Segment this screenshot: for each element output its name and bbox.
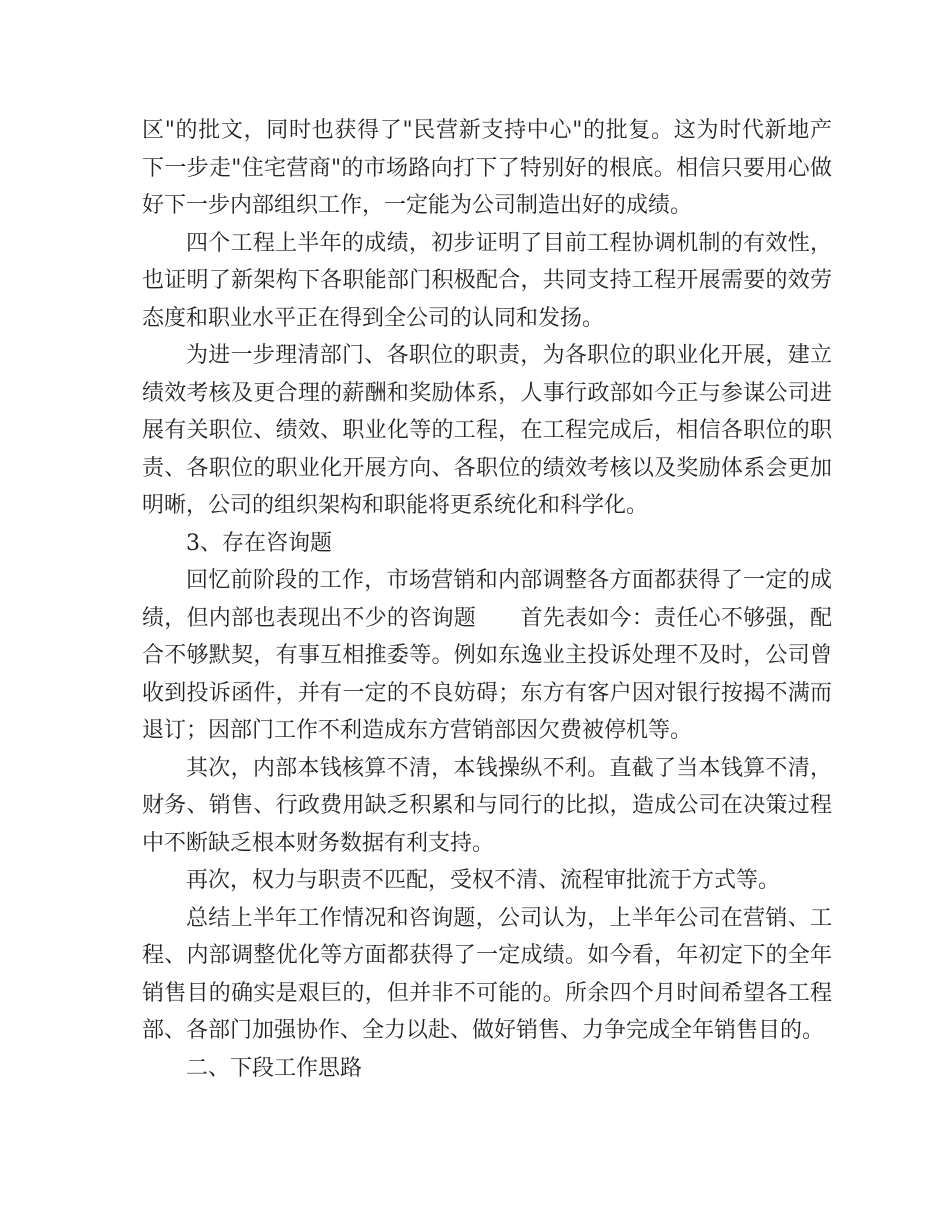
paragraph-summary: 总结上半年工作情况和咨询题，公司认为，上半年公司在营销、工程、内部调整优化等方面都获得了一定成绩。如今看，年初定下的全年销售目的确实是艰巨的，但并非不可能的。所余四个月时间希望各工程部、各部门加强协作、全力以赴、做好销售、力争完成全年销售目的。: [142, 905, 832, 1043]
paragraph-review-problems: 回忆前阶段的工作，市场营销和内部调整各方面都获得了一定的成绩，但内部也表现出不少的咨询题 首先表如今：责任心不够强，配合不够默契，有事互相推委等。例如东逸业主投诉处理不及时，公司曾收到投诉函件，并有一定的不良妨碍；东方有客户因对银行按揭不满而退订；因部门工作不利造成东方营销部因欠费被停机等。: [142, 568, 832, 743]
paragraph-cost-accounting: 其次，内部本钱核算不清，本钱操纵不利。直截了当本钱算不清，财务、销售、行政费用缺乏积累和与同行的比拟，造成公司在决策过程中不断缺乏根本财务数据有利支持。: [142, 755, 832, 856]
section-heading-next-steps: 二、下段工作思路: [186, 1055, 363, 1081]
paragraph-authority: 再次，权力与职责不匹配，受权不清、流程审批流于方式等。: [186, 868, 781, 893]
paragraph-project-results: 四个工程上半年的成绩，初步证明了目前工程协调机制的有效性，也证明了新架构下各职能部门积极配合，共同支持工程开展需要的效劳态度和职业水平正在得到全公司的认同和发扬。: [142, 230, 832, 331]
paragraph-continuation: 区"的批文，同时也获得了"民营新支持中心"的批复。这为时代新地产下一步走"住宅营商"的市场路向打下了特别好的根底。相信只要用心做好下一步内部组织工作，一定能为公司制造出好的成绩。: [142, 118, 832, 218]
section-heading-problems: 3、存在咨询题: [186, 530, 332, 556]
document-body: [142, 112, 832, 1087]
paragraph-job-responsibilities: 为进一步理清部门、各职位的职责，为各职位的职业化开展，建立绩效考核及更合理的薪酬和奖励体系，人事行政部如今正与参谋公司进展有关职位、绩效、职业化等的工程，在工程完成后，相信各职位的职责、各职位的职业化开展方向、各职位的绩效考核以及奖励体系会更加明晰，公司的组织架构和职能将更系统化和科学化。: [142, 343, 832, 518]
